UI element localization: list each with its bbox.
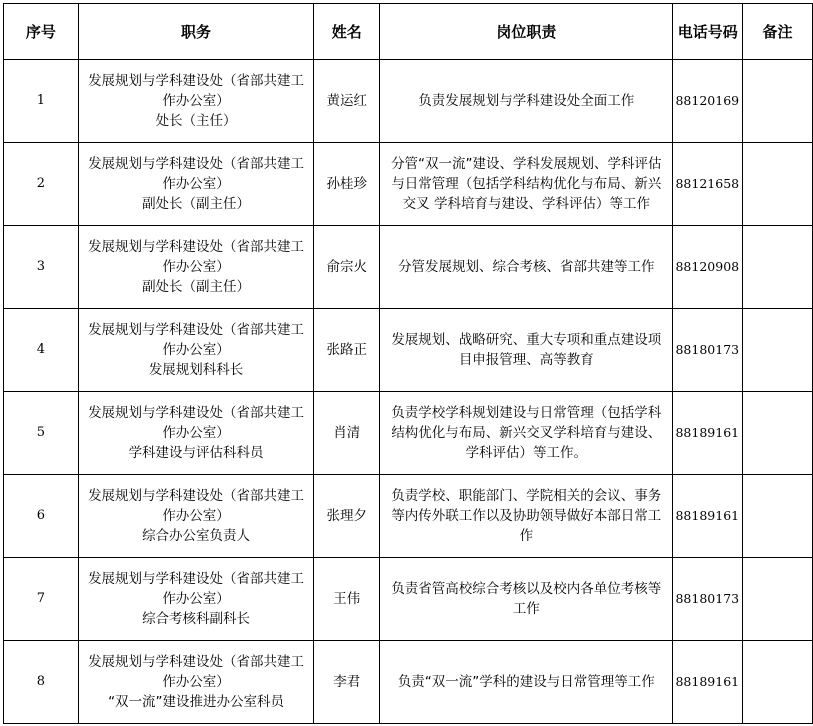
header-duty: 岗位职责 [380,4,673,60]
position-cell [78,392,313,475]
header-seq: 序号 [4,4,79,60]
duty-cell: 负责省管高校综合考核以及校内各单位考核等工作 [380,558,673,641]
duty-cell: 负责学校、职能部门、学院相关的会议、事务等内传外联工作以及协助领导做好本部日常工作 [380,475,673,558]
remark-cell [743,392,813,475]
table-row [4,641,813,724]
title-text: 综合考核科副科长 [142,611,251,627]
title-text: 发展规划科科长 [148,362,244,378]
title-text: 副处长（副主任） [142,279,251,295]
phone-cell: 88180173 [673,558,743,641]
phone-cell: 88120908 [673,226,743,309]
seq-cell: 2 [4,143,79,226]
duty-cell: 发展规划、战略研究、重大专项和重点建设项目申报管理、高等教育 [380,309,673,392]
dept-text: 发展规划与学科建设处（省部共建工作办公室） [88,156,305,192]
duty-cell: 负责发展规划与学科建设处全面工作 [380,60,673,143]
remark-cell [743,60,813,143]
dept-text: 发展规划与学科建设处（省部共建工作办公室） [88,654,305,690]
dept-text: 发展规划与学科建设处（省部共建工作办公室） [88,571,305,607]
name-cell: 王伟 [314,558,380,641]
header-position: 职务 [78,4,313,60]
phone-cell: 88120169 [673,60,743,143]
title-text: 综合办公室负责人 [142,528,251,544]
title-text: 副处长（副主任） [142,196,251,212]
phone-cell: 88180173 [673,309,743,392]
name-cell: 俞宗火 [314,226,380,309]
table-row [4,226,813,309]
seq-cell: 6 [4,475,79,558]
title-text: “双一流”建设推进办公室科员 [108,694,285,710]
duty-cell: 负责“双一流”学科的建设与日常管理等工作 [380,641,673,724]
duty-cell: 负责学校学科规划建设与日常管理（包括学科结构优化与布局、新兴交叉学科培育与建设、学科评估）等工作。 [380,392,673,475]
header-name: 姓名 [314,4,380,60]
position-cell [78,475,313,558]
staff-table [3,3,813,724]
table-row [4,558,813,641]
seq-cell: 7 [4,558,79,641]
seq-cell: 8 [4,641,79,724]
dept-text: 发展规划与学科建设处（省部共建工作办公室） [88,239,305,275]
position-cell [78,143,313,226]
remark-cell [743,558,813,641]
name-cell: 张理夕 [314,475,380,558]
name-cell: 李君 [314,641,380,724]
table-row [4,475,813,558]
phone-cell: 88189161 [673,392,743,475]
header-row [4,4,813,60]
position-cell [78,226,313,309]
table-row [4,392,813,475]
remark-cell [743,475,813,558]
position-cell [78,60,313,143]
name-cell: 肖清 [314,392,380,475]
remark-cell [743,226,813,309]
remark-cell [743,641,813,724]
table-row [4,309,813,392]
dept-text: 发展规划与学科建设处（省部共建工作办公室） [88,488,305,524]
seq-cell: 5 [4,392,79,475]
dept-text: 发展规划与学科建设处（省部共建工作办公室） [88,405,305,441]
duty-cell: 分管“双一流”建设、学科发展规划、学科评估与日常管理（包括学科结构优化与布局、新兴交叉 学科培育与建设、学科评估）等工作 [380,143,673,226]
position-cell [78,309,313,392]
seq-cell: 4 [4,309,79,392]
title-text: 学科建设与评估科科员 [128,445,264,461]
name-cell: 孙桂珍 [314,143,380,226]
position-cell [78,641,313,724]
header-phone: 电话号码 [673,4,743,60]
header-remark: 备注 [743,4,813,60]
remark-cell [743,309,813,392]
dept-text: 发展规划与学科建设处（省部共建工作办公室） [88,73,305,109]
phone-cell: 88121658 [673,143,743,226]
title-text: 处长（主任） [155,113,237,129]
duty-cell: 分管发展规划、综合考核、省部共建等工作 [380,226,673,309]
remark-cell [743,143,813,226]
seq-cell: 3 [4,226,79,309]
phone-cell: 88189161 [673,475,743,558]
seq-cell: 1 [4,60,79,143]
name-cell: 张路正 [314,309,380,392]
name-cell: 黄运红 [314,60,380,143]
phone-cell: 88189161 [673,641,743,724]
dept-text: 发展规划与学科建设处（省部共建工作办公室） [88,322,305,358]
table-row [4,60,813,143]
table-row [4,143,813,226]
position-cell [78,558,313,641]
